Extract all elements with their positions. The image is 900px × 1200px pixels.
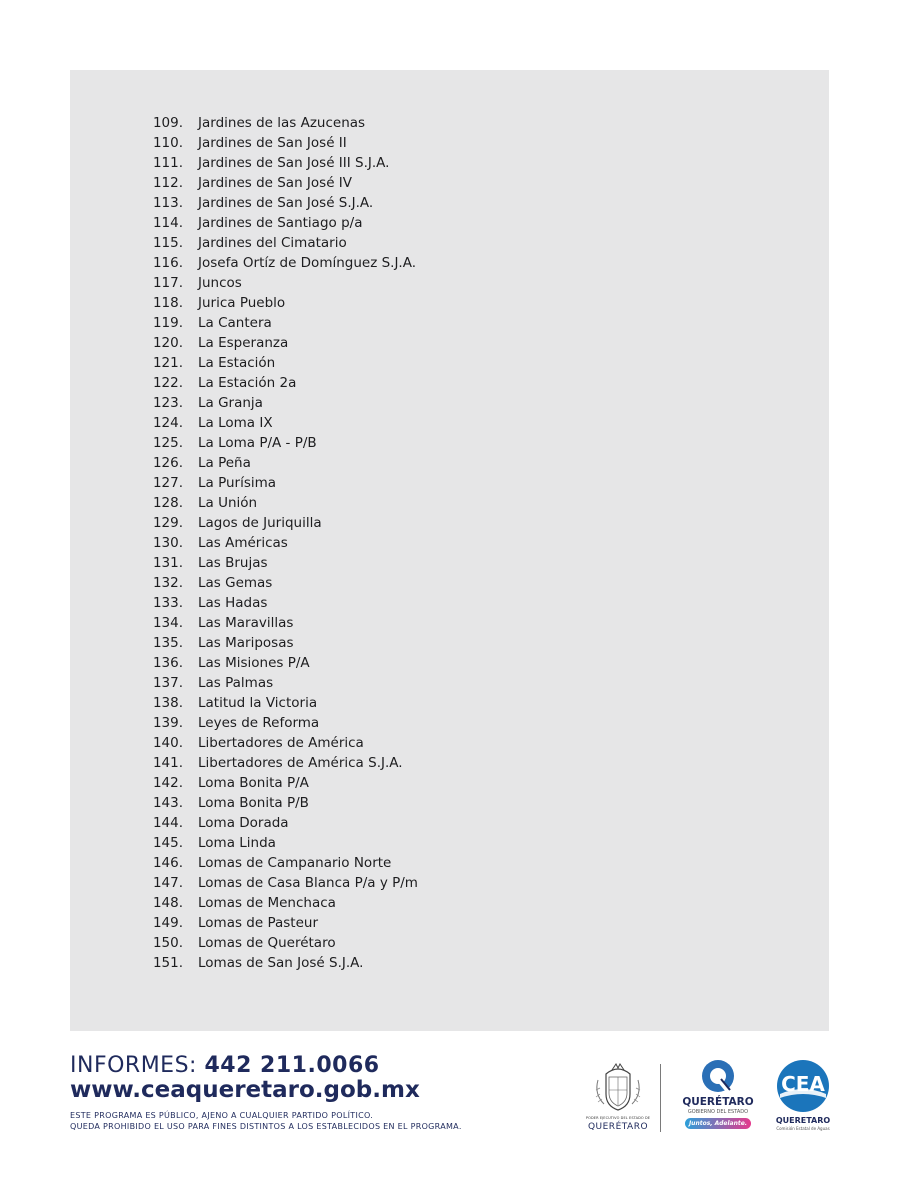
item-name: Lomas de Pasteur: [198, 915, 319, 931]
item-name: Lomas de Querétaro: [198, 935, 336, 951]
item-number: 151.: [152, 955, 183, 971]
item-number: 148.: [152, 895, 183, 911]
item-name: La Cantera: [198, 315, 272, 331]
item-name: Jardines de San José S.J.A.: [198, 195, 374, 211]
item-name: Las Palmas: [198, 675, 274, 691]
disclaimer-line: ESTE PROGRAMA ES PÚBLICO, AJENO A CUALQUIER PARTIDO POLÍTICO.: [70, 1111, 374, 1120]
item-number: 111.: [152, 155, 183, 171]
item-name: Jardines de San José III S.J.A.: [198, 155, 390, 171]
item-number: 118.: [152, 295, 183, 311]
informes-label: INFORMES:: [70, 1053, 197, 1078]
item-name: Loma Dorada: [198, 815, 289, 831]
list-item: [70, 713, 570, 733]
list-item: [70, 353, 570, 373]
list-item: [70, 173, 570, 193]
list-item: [70, 673, 570, 693]
list-item: [70, 533, 570, 553]
item-name: Las Gemas: [198, 575, 273, 591]
item-name: Lomas de San José S.J.A.: [198, 955, 364, 971]
item-number: 113.: [152, 195, 183, 211]
item-number: 141.: [152, 755, 183, 771]
item-name: Josefa Ortíz de Domínguez S.J.A.: [198, 255, 417, 271]
item-number: 145.: [152, 835, 183, 851]
item-name: Jurica Pueblo: [198, 295, 286, 311]
list-item: [70, 473, 570, 493]
item-name: Lomas de Casa Blanca P/a y P/m: [198, 875, 418, 891]
item-name: Jardines de Santiago p/a: [198, 215, 363, 231]
list-item: [70, 693, 570, 713]
list-item: [70, 853, 570, 873]
list-item: [70, 273, 570, 293]
item-name: Lomas de Menchaca: [198, 895, 336, 911]
item-number: 127.: [152, 475, 183, 491]
item-number: 110.: [152, 135, 183, 151]
item-name: Loma Bonita P/B: [198, 795, 309, 811]
list-item: [70, 313, 570, 333]
list-item: [70, 153, 570, 173]
cea-logo-sub: Comisión Estatal de Aguas: [776, 1126, 830, 1131]
item-number: 126.: [152, 455, 183, 471]
list-item: [70, 813, 570, 833]
item-number: 116.: [152, 255, 183, 271]
item-number: 114.: [152, 215, 183, 231]
list-item: [70, 753, 570, 773]
list-item: [70, 333, 570, 353]
list-item: [70, 413, 570, 433]
item-number: 120.: [152, 335, 183, 351]
list-item: [70, 593, 570, 613]
list-item: [70, 633, 570, 653]
item-number: 135.: [152, 635, 183, 651]
item-name: Leyes de Reforma: [198, 715, 320, 731]
item-name: Juncos: [198, 275, 242, 291]
item-number: 136.: [152, 655, 183, 671]
cea-logo: [772, 1058, 834, 1138]
item-name: Lagos de Juriquilla: [198, 515, 322, 531]
list-item: [70, 833, 570, 853]
item-name: Lomas de Campanario Norte: [198, 855, 392, 871]
state-government-logo: [578, 1060, 658, 1136]
item-number: 132.: [152, 575, 183, 591]
list-item: [70, 213, 570, 233]
queretaro-government-logo: [672, 1058, 764, 1138]
item-number: 150.: [152, 935, 183, 951]
item-number: 146.: [152, 855, 183, 871]
list-item: [70, 553, 570, 573]
item-name: Loma Linda: [198, 835, 276, 851]
cea-letters: CEA: [781, 1072, 825, 1096]
list-item: [70, 933, 570, 953]
item-number: 124.: [152, 415, 183, 431]
list-item: [70, 653, 570, 673]
item-name: La Loma IX: [198, 415, 273, 431]
list-item: [70, 493, 570, 513]
list-item: [70, 793, 570, 813]
list-item: [70, 773, 570, 793]
slogan-pill: Juntos, Adelante.: [685, 1118, 751, 1129]
item-number: 123.: [152, 395, 183, 411]
coat-of-arms-icon: [578, 1060, 658, 1116]
item-name: Latitud la Victoria: [198, 695, 318, 711]
logo-divider: [660, 1064, 661, 1132]
disclaimer: [70, 1110, 462, 1132]
phone-number: 442 211.0066: [204, 1053, 380, 1078]
item-number: 117.: [152, 275, 183, 291]
item-number: 115.: [152, 235, 183, 251]
queretaro-logo-sub: GOBIERNO DEL ESTADO: [687, 1109, 749, 1115]
item-name: Jardines de San José IV: [198, 175, 353, 191]
state-logo-caption: PODER EJECUTIVO DEL ESTADO DE: [585, 1116, 651, 1120]
item-name: La Peña: [198, 455, 251, 471]
cea-drop-icon: [772, 1058, 834, 1114]
item-name: Jardines del Cimatario: [198, 235, 347, 251]
item-name: La Esperanza: [198, 335, 289, 351]
item-number: 133.: [152, 595, 183, 611]
item-name: Loma Bonita P/A: [198, 775, 309, 791]
item-name: Las Misiones P/A: [198, 655, 310, 671]
item-number: 125.: [152, 435, 183, 451]
list-item: [70, 433, 570, 453]
list-item: [70, 613, 570, 633]
item-number: 130.: [152, 535, 183, 551]
item-name: Libertadores de América S.J.A.: [198, 755, 403, 771]
list-item: [70, 393, 570, 413]
item-number: 119.: [152, 315, 183, 331]
item-number: 128.: [152, 495, 183, 511]
item-number: 112.: [152, 175, 183, 191]
item-number: 129.: [152, 515, 183, 531]
list-item: [70, 913, 570, 933]
website-link[interactable]: www.ceaqueretaro.gob.mx: [70, 1077, 420, 1103]
item-name: La Estación: [198, 355, 276, 371]
list-item: [70, 733, 570, 753]
item-number: 131.: [152, 555, 183, 571]
item-number: 121.: [152, 355, 183, 371]
list-item: [70, 253, 570, 273]
item-name: Las Maravillas: [198, 615, 294, 631]
list-item: [70, 573, 570, 593]
item-number: 144.: [152, 815, 183, 831]
item-number: 140.: [152, 735, 183, 751]
list-item: [70, 233, 570, 253]
item-number: 134.: [152, 615, 183, 631]
item-name: Las Mariposas: [198, 635, 294, 651]
item-number: 143.: [152, 795, 183, 811]
informes-line: [70, 1053, 380, 1078]
item-name: La Loma P/A - P/B: [198, 435, 317, 451]
list-item: [70, 893, 570, 913]
cea-logo-word: QUERETARO: [775, 1116, 831, 1125]
list-item: [70, 873, 570, 893]
item-name: La Purísima: [198, 475, 277, 491]
item-name: Jardines de San José II: [198, 135, 347, 151]
queretaro-logo-word: QUERÉTARO: [682, 1096, 754, 1108]
item-number: 138.: [152, 695, 183, 711]
queretaro-q-icon: [672, 1058, 764, 1096]
list-item: [70, 113, 570, 133]
neighborhood-list: [70, 113, 570, 973]
item-name: La Estación 2a: [198, 375, 297, 391]
list-item: [70, 453, 570, 473]
item-name: Jardines de las Azucenas: [198, 115, 366, 131]
item-name: Libertadores de América: [198, 735, 364, 751]
item-name: Las Américas: [198, 535, 288, 551]
item-number: 139.: [152, 715, 183, 731]
item-number: 137.: [152, 675, 183, 691]
list-item: [70, 133, 570, 153]
item-name: La Granja: [198, 395, 263, 411]
state-logo-word: QUERÉTARO: [587, 1122, 649, 1132]
item-number: 147.: [152, 875, 183, 891]
item-number: 142.: [152, 775, 183, 791]
disclaimer-line: QUEDA PROHIBIDO EL USO PARA FINES DISTINTOS A LOS ESTABLECIDOS EN EL PROGRAMA.: [70, 1122, 462, 1131]
item-number: 149.: [152, 915, 183, 931]
item-number: 122.: [152, 375, 183, 391]
list-item: [70, 373, 570, 393]
item-name: Las Brujas: [198, 555, 268, 571]
item-name: La Unión: [198, 495, 258, 511]
list-item: [70, 293, 570, 313]
list-item: [70, 513, 570, 533]
list-item: [70, 193, 570, 213]
item-number: 109.: [152, 115, 183, 131]
item-name: Las Hadas: [198, 595, 268, 611]
list-item: [70, 953, 570, 973]
